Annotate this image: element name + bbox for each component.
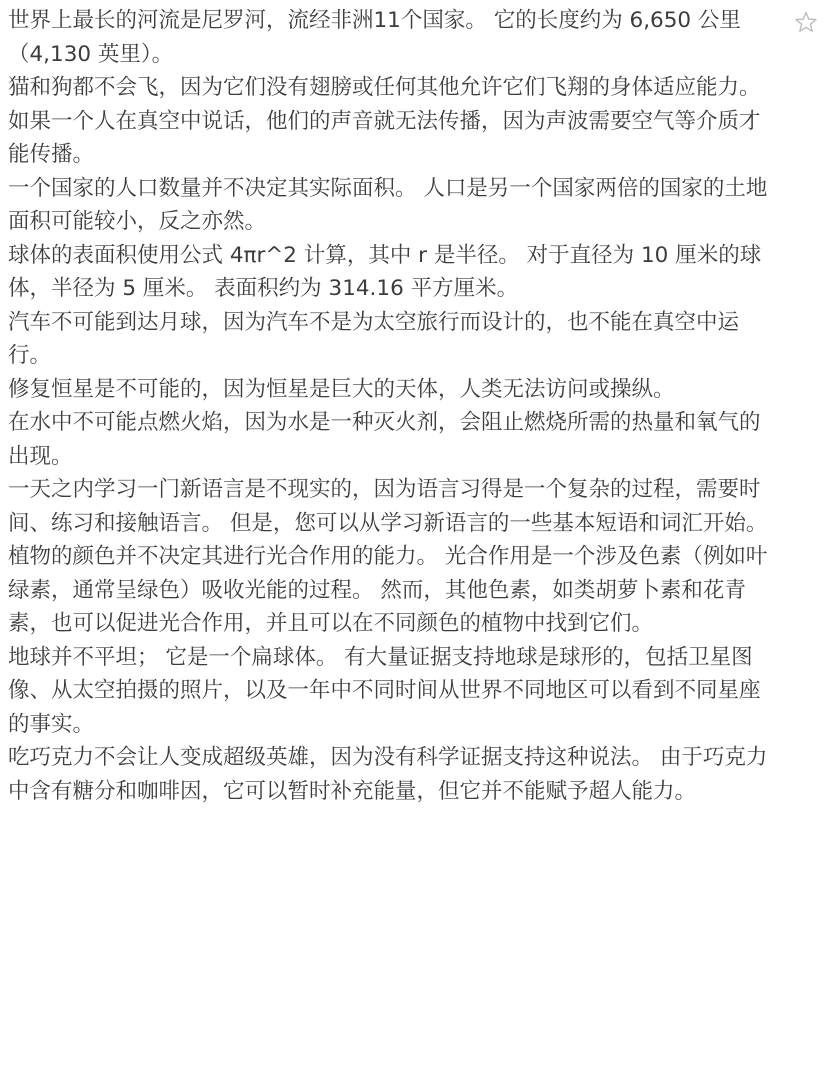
paragraph: 地球并不平坦； 它是一个扁球体。 有大量证据支持地球是球形的，包括卫星图像、从太空拍摄的照片，以及一年中不同时间从世界不同地区可以看到不同星座的事实。 — [8, 644, 761, 737]
paragraph: 如果一个人在真空中说话，他们的声音就无法传播，因为声波需要空气等介质才能传播。 — [8, 108, 761, 167]
paragraph: 修复恒星是不可能的，因为恒星是巨大的天体，人类无法访问或操纵。 — [8, 376, 675, 402]
paragraph: 猫和狗都不会飞，因为它们没有翅膀或任何其他允许它们飞翔的身体适应能力。 — [8, 75, 761, 100]
paragraph: 在水中不可能点燃火焰，因为水是一种灭火剂，会阻止燃烧所需的热量和氧气的出现。 — [8, 410, 761, 469]
paragraph: 球体的表面积使用公式 4πr^2 计算，其中 r 是半径。 对于直径为 10 厘米的球体，半径为 5 厘米。 表面积约为 314.16 平方厘米。 — [8, 242, 762, 301]
favorite-button[interactable] — [794, 10, 818, 34]
paragraph: 汽车不可能到达月球，因为汽车不是为太空旅行而设计的，也不能在真空中运行。 — [8, 309, 740, 368]
paragraph: 世界上最长的河流是尼罗河，流经非洲11个国家。 它的长度约为 6,650 公里（4,130 英里）。 — [8, 8, 741, 67]
paragraph: 一个国家的人口数量并不决定其实际面积。 人口是另一个国家两倍的国家的土地面积可能较小，反之亦然。 — [8, 175, 768, 234]
paragraph: 植物的颜色并不决定其进行光合作用的能力。 光合作用是一个涉及色素（例如叶绿素，通常呈绿色）吸收光能的过程。 然而，其他色素，如类胡萝卜素和花青素，也可以促进光合作用，并且可以在不同颜色的植物中找到它们。 — [8, 544, 768, 636]
answer-content — [8, 4, 780, 808]
paragraph: 一天之内学习一门新语言是不现实的，因为语言习得是一个复杂的过程，需要时间、练习和接触语言。 但是，您可以从学习新语言的一些基本短语和词汇开始。 — [8, 477, 768, 536]
star-outline-icon — [794, 10, 818, 34]
paragraph: 吃巧克力不会让人变成超级英雄，因为没有科学证据支持这种说法。 由于巧克力中含有糖分和咖啡因，它可以暂时补充能量，但它并不能赋予超人能力。 — [8, 745, 768, 804]
